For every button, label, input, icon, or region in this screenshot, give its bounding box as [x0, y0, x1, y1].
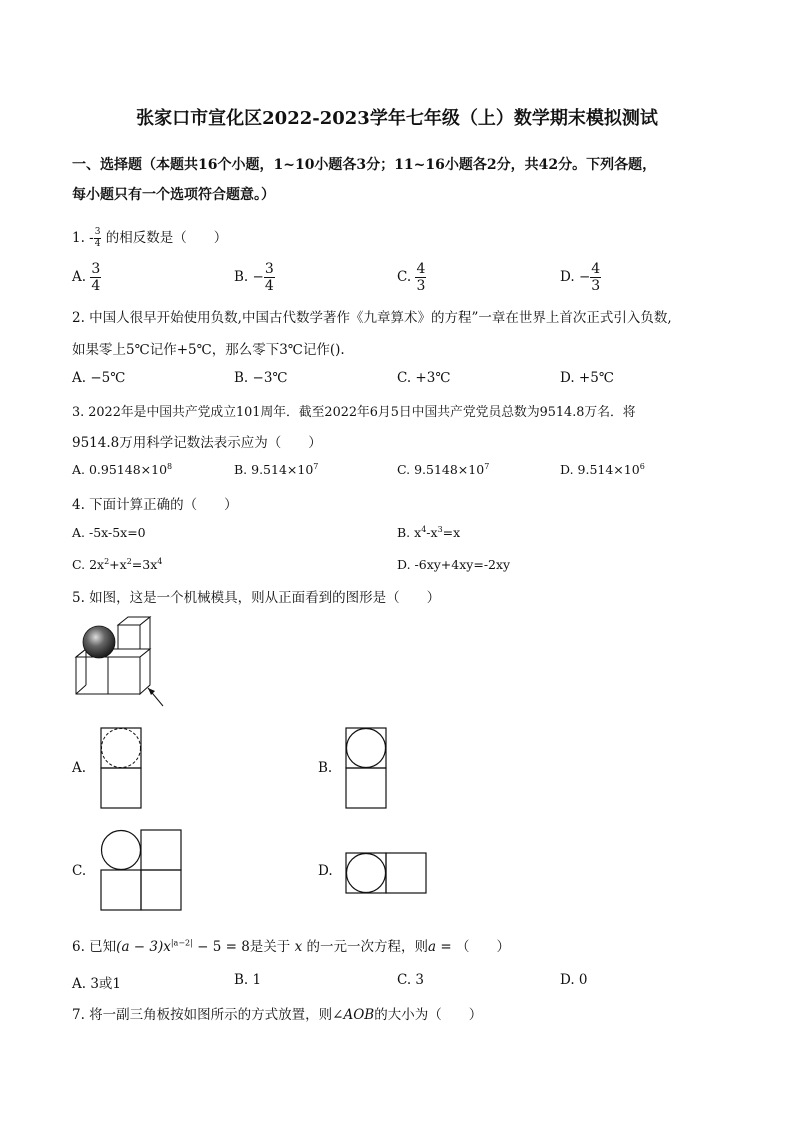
q5-option-d-figure[interactable] [345, 852, 429, 896]
section-header-line2: 每小题只有一个选项符合题意。） [72, 187, 275, 203]
q7-angle: ∠AOB [332, 1007, 375, 1023]
option-text: A. 0.95148×10 [72, 462, 168, 478]
text: +x [109, 557, 127, 573]
q6-prefix: 6. 已知 [72, 939, 117, 955]
mold-3d-figure [70, 615, 170, 710]
q5-option-a-label[interactable]: A. [72, 760, 87, 776]
q3-option-a[interactable] [72, 462, 172, 477]
q3-line2: 9514.8万用科学记数法表示应为（ ） [72, 435, 322, 451]
q2-option-a[interactable]: A. −5℃ [72, 370, 126, 386]
denominator: 3 [591, 278, 601, 294]
section-header-line1: 一、选择题（本题共16个小题，1~10小题各3分；11~16小题各2分，共42分。下列各题， [72, 157, 657, 173]
option-fraction [415, 262, 426, 293]
q1-suffix: 的相反数是（ ） [105, 230, 228, 246]
q5-stem: 5. 如图，这是一个机械模具，则从正面看到的图形是（ ） [72, 590, 441, 606]
option-label: B. [234, 269, 249, 285]
option-sign: − [578, 269, 591, 285]
option-text: B. 9.514×10 [234, 462, 314, 478]
q5-option-d-label[interactable]: D. [318, 863, 333, 879]
numerator: 3 [91, 261, 101, 277]
page-title: 张家口市宣化区2022-2023学年七年级（上）数学期末模拟测试 [136, 108, 658, 129]
denominator: 3 [416, 278, 426, 294]
numerator: 3 [264, 261, 274, 277]
q6-option-c[interactable]: C. 3 [397, 972, 425, 988]
numerator: 4 [591, 261, 601, 277]
text: B. x [397, 525, 422, 541]
q1-option-b[interactable] [234, 262, 275, 293]
q2-option-b[interactable]: B. −3℃ [234, 370, 288, 386]
q2-line2: 如果零上5℃记作+5℃，那么零下3℃记作(). [72, 342, 345, 358]
option-text: D. 9.514×10 [560, 462, 640, 478]
q6-expression-rest: − 5 = 8 [192, 939, 250, 955]
q1-denominator: 4 [94, 239, 101, 249]
q2-option-d[interactable]: D. +5℃ [560, 370, 614, 386]
q5-option-b-figure[interactable] [345, 727, 389, 809]
q3-option-b[interactable] [234, 462, 318, 477]
exponent: 4 [157, 557, 163, 566]
q5-option-c-figure[interactable] [100, 829, 184, 911]
exponent: 6 [639, 462, 645, 471]
exponent: 3 [437, 525, 443, 534]
option-label: D. [560, 269, 575, 285]
option-fraction [264, 262, 275, 293]
q3-line1: 3. 2022年是中国共产党成立101周年．截至2022年6月5日中国共产党党员总数为9514.8万名．将 [72, 405, 636, 420]
exponent: 7 [484, 462, 490, 471]
q5-option-c-label[interactable]: C. [72, 863, 87, 879]
q5-option-b-label[interactable]: B. [318, 760, 333, 776]
q1-prefix: 1. - [72, 230, 94, 246]
option-label: A. [72, 269, 87, 285]
q4-option-d[interactable]: D. -6xy+4xy=-2xy [397, 557, 511, 572]
option-text: C. 9.5148×10 [397, 462, 485, 478]
option-label: C. [397, 269, 412, 285]
q1-numerator: 3 [94, 227, 101, 237]
q4-option-b[interactable] [397, 525, 460, 540]
text: C. 2x [72, 557, 105, 573]
q6-variable: x [294, 939, 303, 955]
q3-option-d[interactable] [560, 462, 645, 477]
q2-line1: 2. 中国人很早开始使用负数,中国古代数学著作《九章算术》的方程”一章在世界上首次正式引入负数, [72, 310, 672, 326]
option-fraction [90, 262, 101, 293]
exponent: 4 [421, 525, 427, 534]
text: =x [442, 525, 461, 541]
numerator: 4 [416, 261, 426, 277]
exponent: 2 [104, 557, 110, 566]
question-6 [72, 935, 510, 955]
text: =3x [131, 557, 158, 573]
q6-expression: (a − 3)x [116, 939, 171, 955]
q6-option-a[interactable]: A. 3或1 [72, 976, 122, 992]
option-sign: − [252, 269, 264, 285]
q4-option-c[interactable] [72, 557, 162, 572]
q6-option-d[interactable]: D. 0 [560, 972, 588, 988]
q7-suffix: 的大小为（ ） [374, 1007, 483, 1023]
q6-ask-variable: a [428, 939, 437, 955]
q6-option-b[interactable]: B. 1 [234, 972, 262, 988]
q2-option-c[interactable]: C. +3℃ [397, 370, 451, 386]
exponent: 8 [167, 462, 173, 471]
q1-fraction [94, 228, 102, 249]
q6-middle: 是关于 [249, 939, 291, 955]
q1-option-d[interactable] [560, 262, 601, 293]
q4-stem: 4. 下面计算正确的（ ） [72, 497, 238, 513]
text: -x [426, 525, 438, 541]
q6-end: = （ ） [436, 939, 510, 955]
question-1 [72, 226, 227, 249]
q1-option-a[interactable] [72, 262, 101, 293]
q5-option-a-figure[interactable] [100, 727, 144, 809]
denominator: 4 [264, 278, 274, 294]
q6-exponent: |a−2| [170, 938, 193, 948]
q3-option-c[interactable] [397, 462, 489, 477]
denominator: 4 [91, 278, 101, 294]
q1-option-c[interactable] [397, 262, 426, 293]
question-7 [72, 1003, 482, 1023]
exponent: 2 [126, 557, 132, 566]
q4-option-a[interactable]: A. -5x-5x=0 [72, 525, 146, 540]
q7-prefix: 7. 将一副三角板按如图所示的方式放置，则 [72, 1007, 333, 1023]
option-fraction [590, 262, 601, 293]
exponent: 7 [313, 462, 319, 471]
q6-suffix: 的一元一次方程，则 [306, 939, 428, 955]
